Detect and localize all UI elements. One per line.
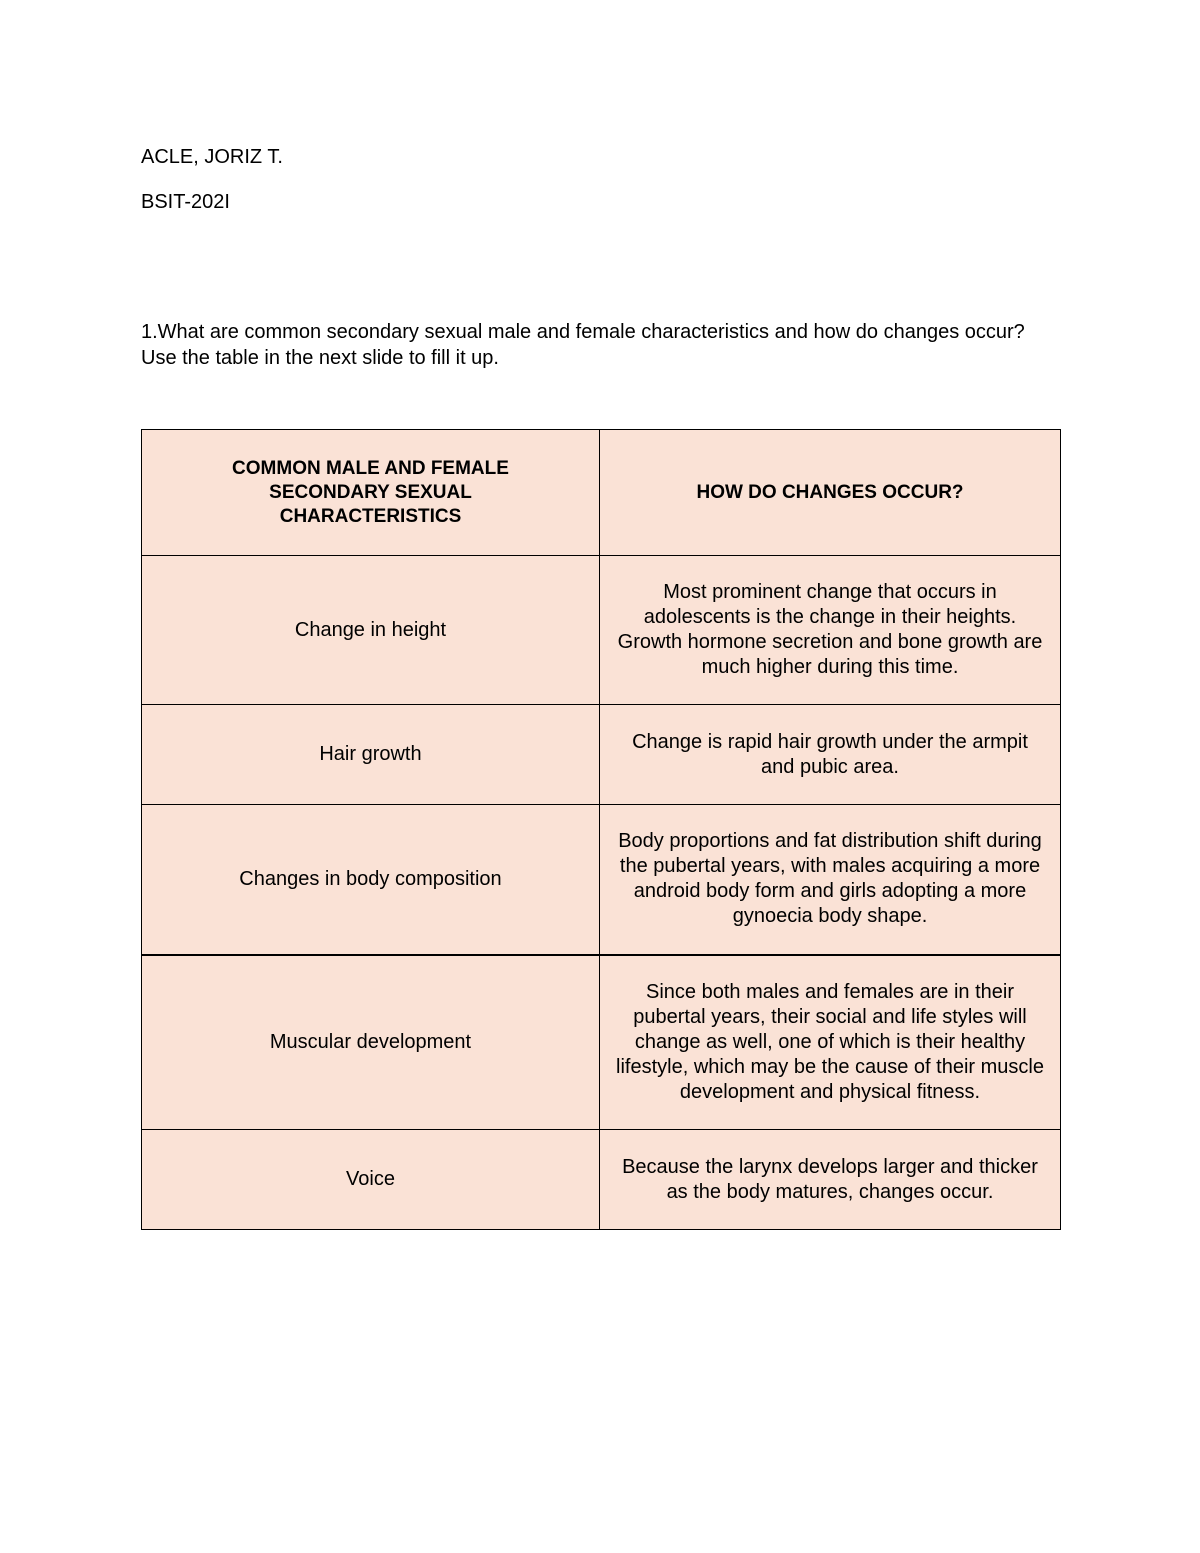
header-changes: HOW DO CHANGES OCCUR?	[600, 430, 1061, 556]
question-text: 1.What are common secondary sexual male and female characteristics and how do changes occur? Use the table in the next slide to fill it up.	[141, 321, 1025, 369]
table-row	[142, 556, 1061, 705]
header-characteristics: COMMON MALE AND FEMALE SECONDARY SEXUAL CHARACTERISTICS	[142, 430, 600, 556]
explanation-cell: Change is rapid hair growth under the armpit and pubic area.	[600, 705, 1061, 805]
characteristic-cell: Voice	[142, 1130, 600, 1230]
characteristic-cell: Muscular development	[142, 955, 600, 1130]
characteristics-table	[141, 429, 1061, 1230]
characteristic-cell: Hair growth	[142, 705, 600, 805]
table-row	[142, 955, 1061, 1130]
table-row	[142, 805, 1061, 955]
table-header-row	[142, 430, 1061, 556]
student-name: ACLE, JORIZ T.	[141, 146, 283, 168]
characteristic-cell: Changes in body composition	[142, 805, 600, 955]
table-row	[142, 1130, 1061, 1230]
table-row	[142, 705, 1061, 805]
characteristic-cell: Change in height	[142, 556, 600, 705]
explanation-cell: Since both males and females are in their pubertal years, their social and life styles will change as well, one of which is their healthy lifestyle, which may be the cause of their muscle development and physical fitness.	[600, 955, 1061, 1130]
explanation-cell: Because the larynx develops larger and thicker as the body matures, changes occur.	[600, 1130, 1061, 1230]
explanation-cell: Body proportions and fat distribution shift during the pubertal years, with males acquiring a more android body form and girls adopting a more gynoecia body shape.	[600, 805, 1061, 955]
student-section: BSIT-202I	[141, 191, 230, 213]
explanation-cell: Most prominent change that occurs in adolescents is the change in their heights. Growth hormone secretion and bone growth are much higher during this time.	[600, 556, 1061, 705]
